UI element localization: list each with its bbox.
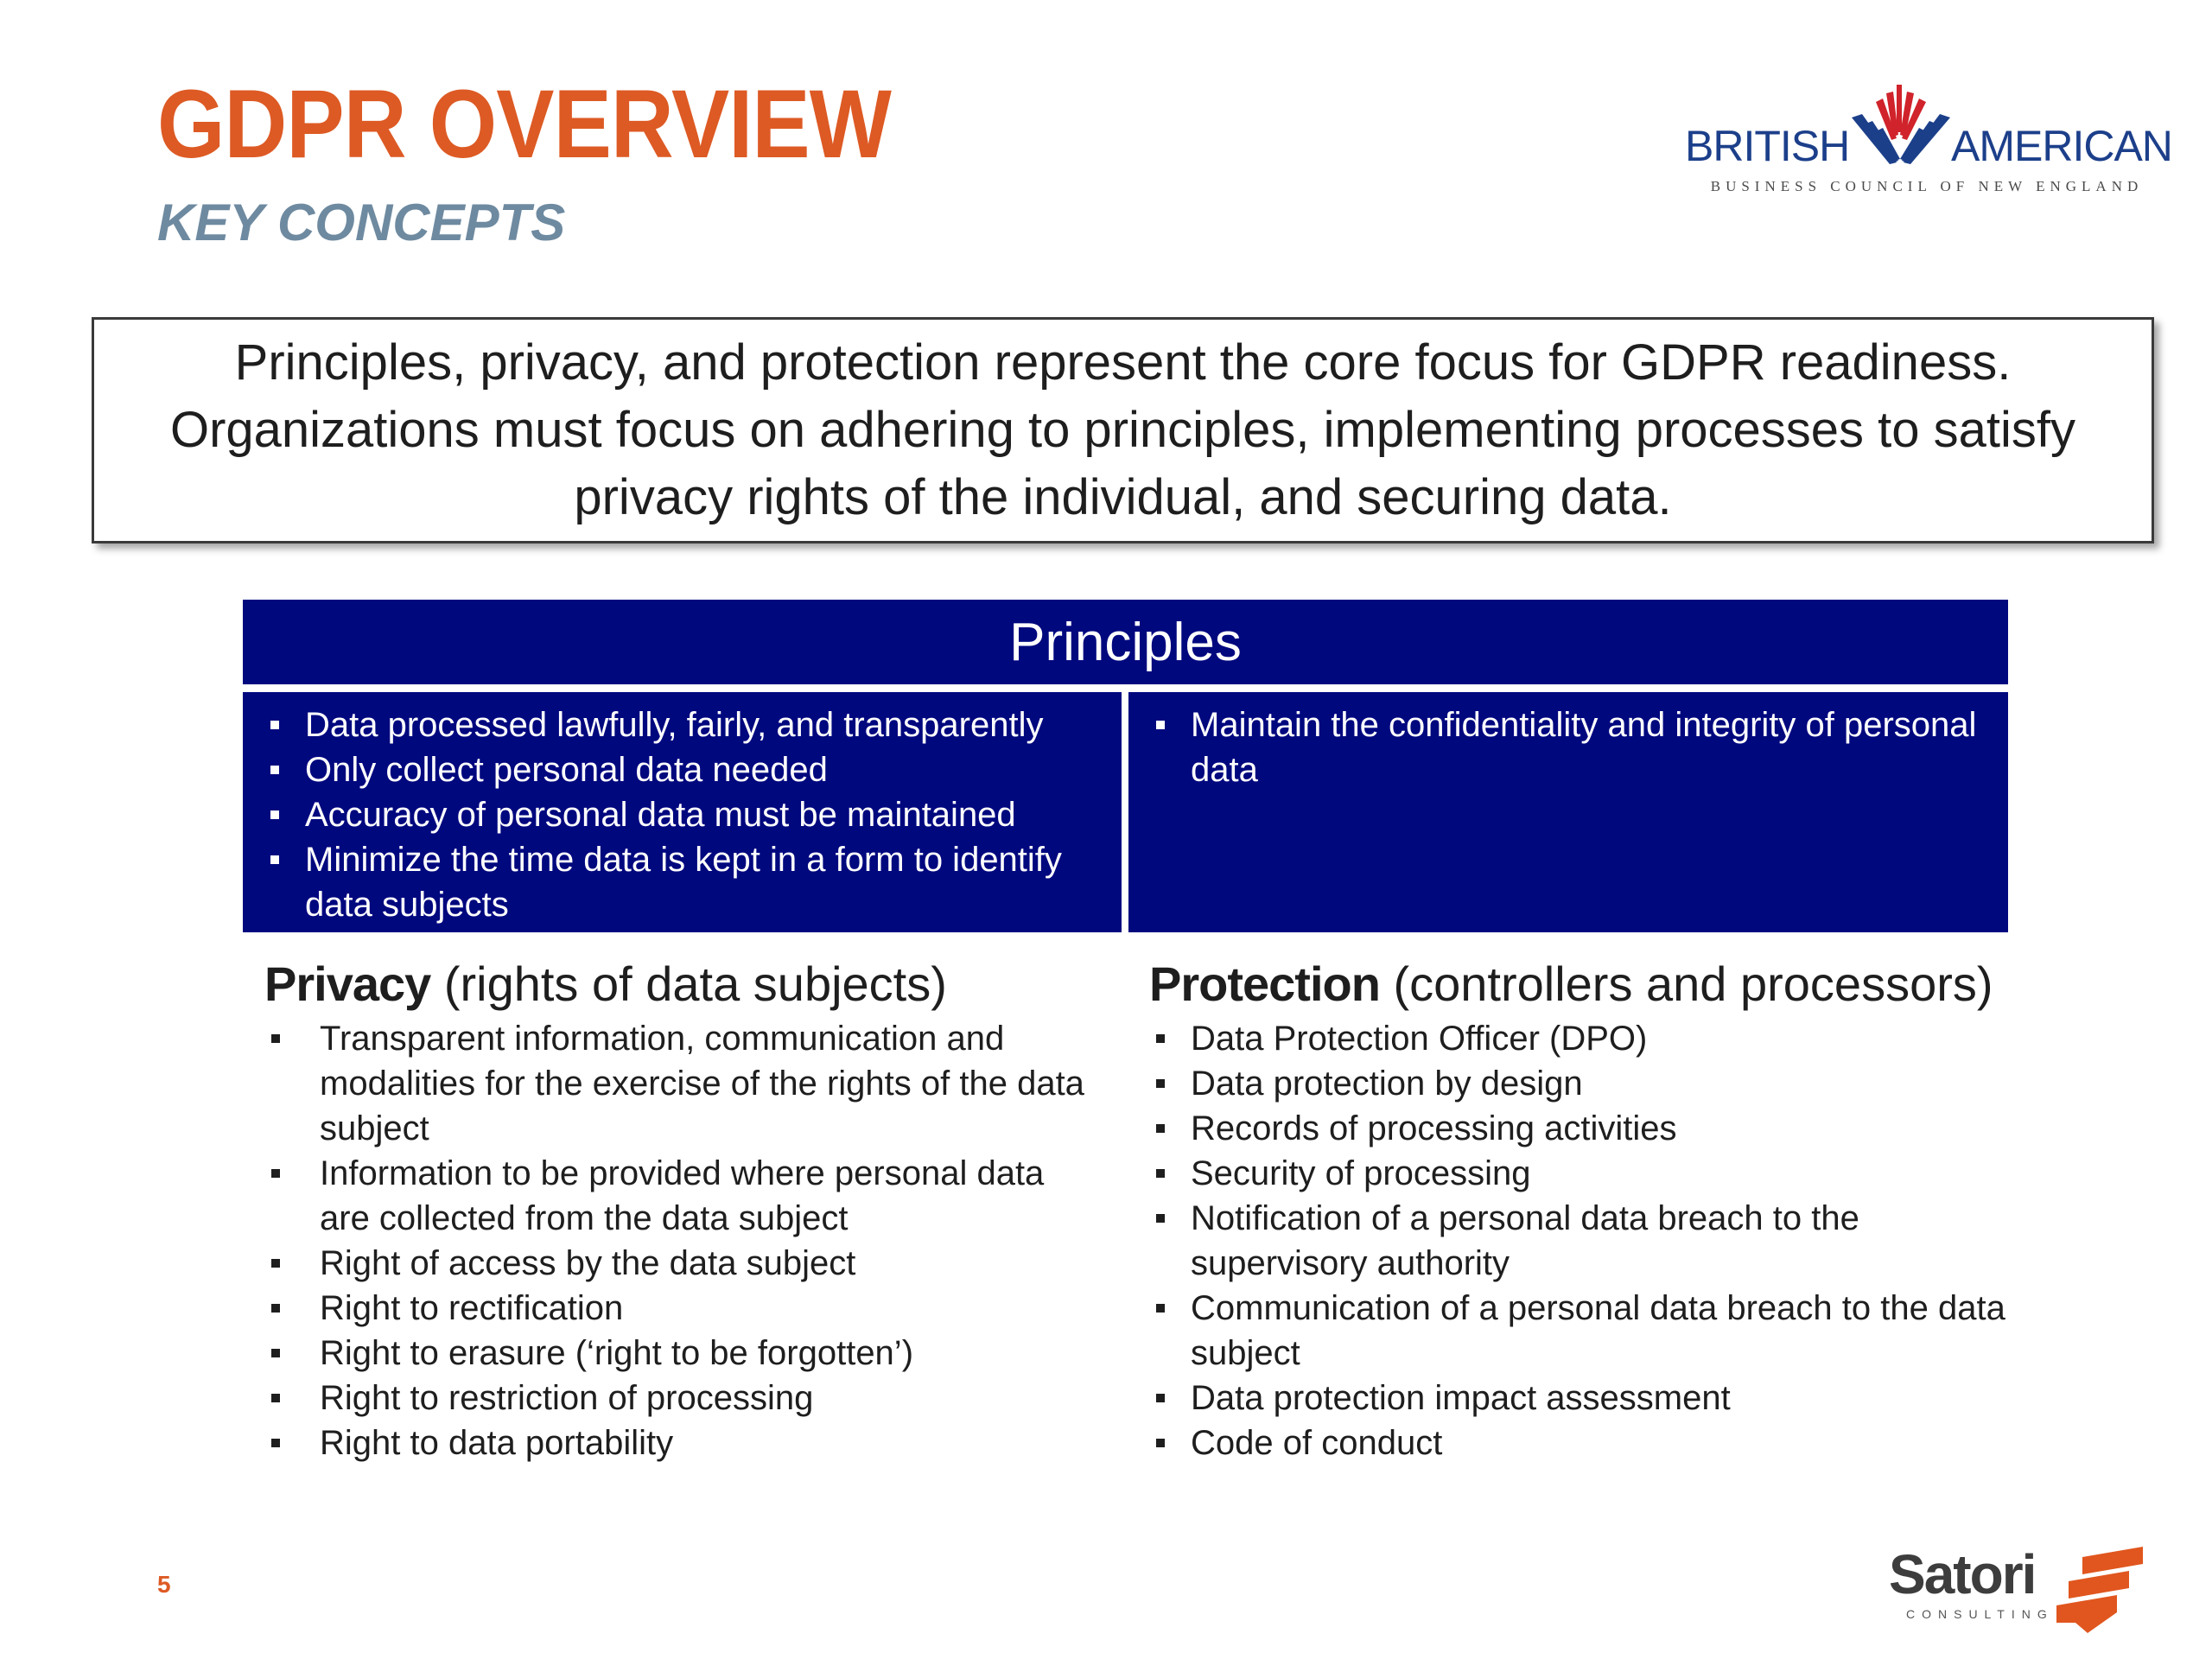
protection-section [1149,1016,2013,1465]
page-title: GDPR OVERVIEW [157,70,891,178]
logo-tagline: BUSINESS COUNCIL OF NEW ENGLAND [1710,178,2144,194]
protection-list-item: Notification of a personal data breach to the supervisory authority [1149,1196,2013,1286]
protection-list-item: Code of conduct [1149,1421,2013,1465]
principles-right-list [1149,702,1987,792]
satori-logo-word: Satori [1889,1543,2036,1605]
satori-consulting-logo [1884,1543,2152,1642]
privacy-title-bold: Privacy [264,957,431,1011]
protection-list-item: Data protection by design [1149,1061,2013,1106]
principles-left-list [264,702,1101,927]
satori-logo-mark-icon [2056,1547,2152,1633]
privacy-list-item: Right to restriction of processing [264,1376,1094,1421]
protection-list [1149,1016,2013,1465]
privacy-section-title [264,955,947,1014]
protection-list-item: Records of processing activities [1149,1106,2013,1151]
privacy-list-item: Transparent information, communication and modalities for the exercise of the rights of the data subject [264,1016,1094,1151]
summary-callout-box [92,317,2154,543]
principles-list-item: Only collect personal data needed [264,747,1101,792]
page-number: 5 [157,1571,171,1598]
privacy-list-item: Right to data portability [264,1421,1094,1465]
satori-logo-subtitle: CONSULTING [1906,1607,2054,1621]
logo-word-british: BRITISH [1685,122,1850,170]
protection-section-title [1149,955,1993,1014]
privacy-list-item: Right to erasure (‘right to be forgotten’) [264,1331,1094,1376]
principles-list-item: Maintain the confidentiality and integrity of personal data [1149,702,1987,792]
protection-list-item: Security of processing [1149,1151,2013,1196]
protection-title-rest: (controllers and processors) [1379,957,1993,1011]
principles-list-item: Accuracy of personal data must be maintained [264,792,1101,837]
privacy-section [264,1016,1094,1465]
page-subtitle: KEY CONCEPTS [157,194,566,251]
privacy-title-rest: (rights of data subjects) [430,957,947,1011]
protection-list-item: Communication of a personal data breach to the data subject [1149,1286,2013,1376]
principles-list-item: Data processed lawfully, fairly, and transparently [264,702,1101,747]
british-american-logo [1685,85,2172,206]
protection-list-item: Data Protection Officer (DPO) [1149,1016,2013,1061]
privacy-list [264,1016,1094,1465]
principles-right-panel [1128,692,2008,932]
principles-heading: Principles [243,600,2008,684]
logo-emblem-icon [1845,85,1957,171]
privacy-list-item: Right to rectification [264,1286,1094,1331]
privacy-list-item: Right of access by the data subject [264,1241,1094,1286]
protection-list-item: Data protection impact assessment [1149,1376,2013,1421]
logo-word-american: AMERICAN [1951,122,2172,170]
principles-list-item: Minimize the time data is kept in a form to identify data subjects [264,837,1101,927]
privacy-list-item: Information to be provided where personal data are collected from the data subject [264,1151,1094,1241]
protection-title-bold: Protection [1149,957,1380,1011]
summary-callout-text: Principles, privacy, and protection represent the core focus for GDPR readiness. Organizations must focus on adhering to principles, implementing processes to satisfy privacy rights of the individual, and securing data. [169,334,2076,525]
principles-left-panel [243,692,1122,932]
